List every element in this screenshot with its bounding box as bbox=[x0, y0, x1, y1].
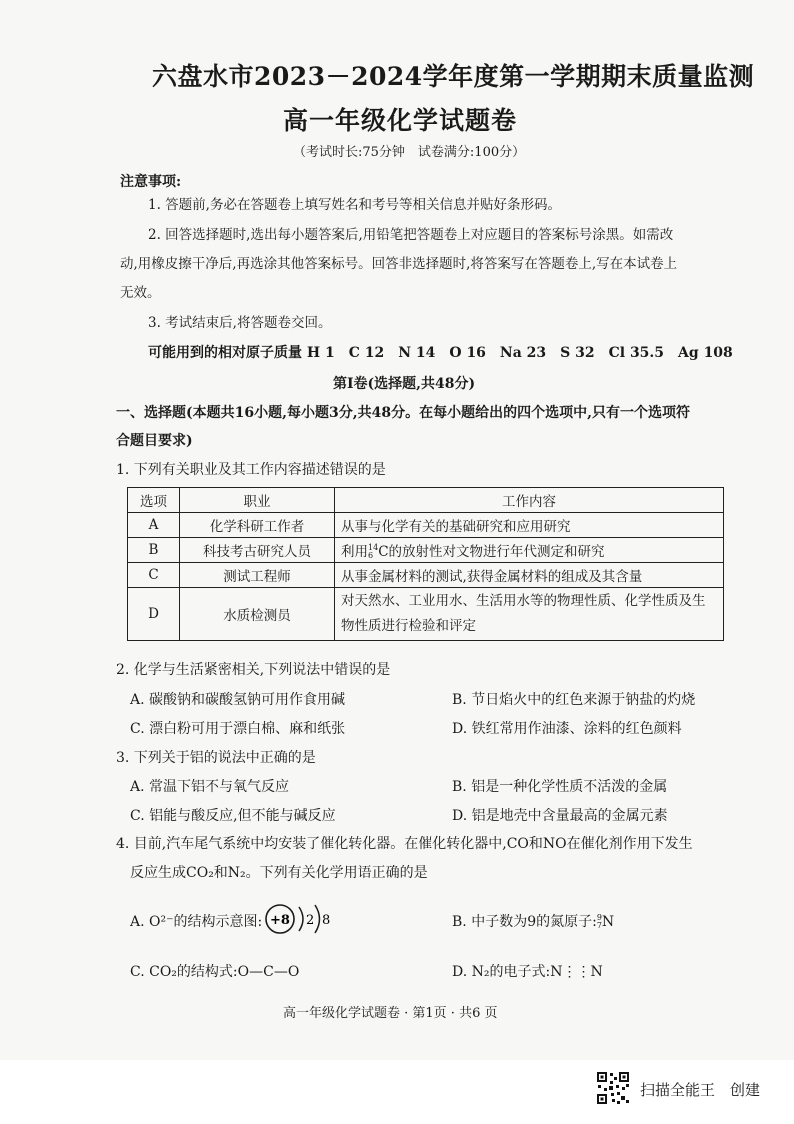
isotope-symbol: C bbox=[378, 543, 389, 560]
exam-title: 六盘水市2023－2024学年度第一学期期末质量监测 bbox=[152, 62, 755, 91]
table-row bbox=[128, 588, 724, 641]
exam-subtitle: 高一年级化学试题卷 bbox=[283, 106, 518, 135]
row-job: 科技考古研究人员 bbox=[180, 538, 335, 563]
electron-shell-2-arc bbox=[315, 905, 320, 933]
section-intro-line-1: 一、选择题(本题共16小题,每小题3分,共48分。在每小题给出的四个选项中,只有一个选项符 bbox=[116, 405, 690, 421]
question-4-stem-line-2: 反应生成CO₂和N₂。下列有关化学用语正确的是 bbox=[130, 865, 428, 881]
question-2-option-c: C. 漂白粉可用于漂白棉、麻和纸张 bbox=[130, 721, 346, 737]
row-content-line-1: 对天然水、工业用水、生活用水等的物理性质、化学性质及生 bbox=[341, 593, 706, 609]
row-content: 从事金属材料的测试,获得金属材料的组成及其含量 bbox=[335, 563, 724, 588]
row-content-line-2: 物性质进行检验和评定 bbox=[341, 618, 476, 634]
row-option: A bbox=[128, 513, 180, 538]
page-footer: 高一年级化学试题卷 · 第1页 · 共6 页 bbox=[283, 1006, 498, 1021]
note-item-3: 3. 考试结束后,将答题卷交回。 bbox=[148, 315, 332, 331]
oxide-ion-structure-diagram bbox=[262, 902, 342, 936]
electron-shell-1-count: 2 bbox=[306, 913, 315, 928]
question-3-option-a: A. 常温下铝不与氧气反应 bbox=[130, 779, 290, 795]
question-3-stem: 3. 下列关于铝的说法中正确的是 bbox=[116, 750, 316, 766]
careers-table bbox=[127, 487, 724, 641]
atomic-masses: 可能用到的相对原子质量 H 1 C 12 N 14 O 16 Na 23 S 32 Cl 35.5 Ag 108 bbox=[148, 345, 733, 361]
nuclide-atomic-number: 7 bbox=[596, 921, 602, 930]
electron-shell-1-arc bbox=[299, 907, 303, 931]
table-row bbox=[128, 563, 724, 588]
row-content: 从事与化学有关的基础研究和应用研究 bbox=[335, 513, 724, 538]
table-row bbox=[128, 513, 724, 538]
content-prefix: 利用 bbox=[341, 543, 368, 560]
question-2-stem: 2. 化学与生活紧密相关,下列说法中错误的是 bbox=[116, 662, 391, 678]
section-title: 第Ⅰ卷(选择题,共48分) bbox=[333, 376, 476, 392]
column-header-content: 工作内容 bbox=[335, 488, 724, 513]
row-content bbox=[335, 538, 724, 563]
option-b-label: B. 中子数为9的氮原子: bbox=[452, 914, 597, 930]
question-4-stem-line-1: 4. 目前,汽车尾气系统中均安装了催化转化器。在催化转化器中,CO和NO在催化剂作用下发生 bbox=[116, 836, 693, 852]
question-2-option-b: B. 节日焰火中的红色来源于钠盐的灼烧 bbox=[452, 692, 696, 708]
question-2-option-d: D. 铁红常用作油漆、涂料的红色颜料 bbox=[452, 721, 682, 737]
exam-duration-score: （考试时长:75分钟 试卷满分:100分） bbox=[293, 145, 526, 160]
isotope-atomic-number: 6 bbox=[368, 551, 374, 561]
nucleus-charge: +8 bbox=[270, 913, 290, 928]
note-item-1: 1. 答题前,务必在答题卷上填写姓名和考号等相关信息并贴好条形码。 bbox=[148, 197, 561, 213]
nuclide-mass-number: 9 bbox=[596, 913, 602, 922]
notes-heading: 注意事项: bbox=[120, 174, 182, 190]
section-intro-line-2: 合题目要求) bbox=[116, 433, 193, 449]
column-header-option: 选项 bbox=[128, 488, 180, 513]
row-option: C bbox=[128, 563, 180, 588]
note-item-2-line-2: 动,用橡皮擦干净后,再选涂其他答案标号。回答非选择题时,将答案写在答题卷上,写在本试卷上 bbox=[120, 256, 678, 272]
table-header-row bbox=[128, 488, 724, 513]
isotope-notation bbox=[368, 544, 378, 560]
row-option: B bbox=[128, 538, 180, 563]
isotope-mass-number: 14 bbox=[368, 543, 379, 553]
qr-code-icon bbox=[596, 1071, 630, 1105]
scanner-app-credit: 扫描全能王 创建 bbox=[640, 1081, 761, 1099]
row-job: 化学科研工作者 bbox=[180, 513, 335, 538]
question-3-option-b: B. 铝是一种化学性质不活泼的金属 bbox=[452, 779, 668, 795]
question-3-option-d: D. 铝是地壳中含量最高的金属元素 bbox=[452, 808, 668, 824]
question-3-option-c: C. 铝能与酸反应,但不能与碱反应 bbox=[130, 808, 336, 824]
question-4-option-b bbox=[452, 911, 614, 931]
row-job: 水质检测员 bbox=[180, 588, 335, 641]
question-2-option-a: A. 碳酸钠和碳酸氢钠可用作食用碱 bbox=[130, 692, 346, 708]
nuclide-symbol: N bbox=[601, 914, 615, 930]
row-job: 测试工程师 bbox=[180, 563, 335, 588]
question-4-option-d: D. N₂的电子式:N⋮⋮N bbox=[452, 964, 603, 980]
row-content bbox=[335, 588, 724, 641]
question-1-stem: 1. 下列有关职业及其工作内容描述错误的是 bbox=[116, 462, 386, 478]
row-option: D bbox=[128, 588, 180, 641]
note-item-2-line-3: 无效。 bbox=[120, 285, 161, 301]
note-item-2-line-1: 2. 回答选择题时,选出每小题答案后,用铅笔把答题卷上对应题目的答案标号涂黑。如需改 bbox=[148, 227, 674, 243]
question-4-option-c: C. CO₂的结构式:O—C—O bbox=[130, 964, 300, 980]
content-suffix: 的放射性对文物进行年代测定和研究 bbox=[388, 543, 605, 560]
question-4-option-a-label: A. O²⁻的结构示意图: bbox=[130, 914, 263, 930]
electron-shell-2-count: 8 bbox=[322, 913, 331, 928]
column-header-job: 职业 bbox=[180, 488, 335, 513]
table-row bbox=[128, 538, 724, 563]
